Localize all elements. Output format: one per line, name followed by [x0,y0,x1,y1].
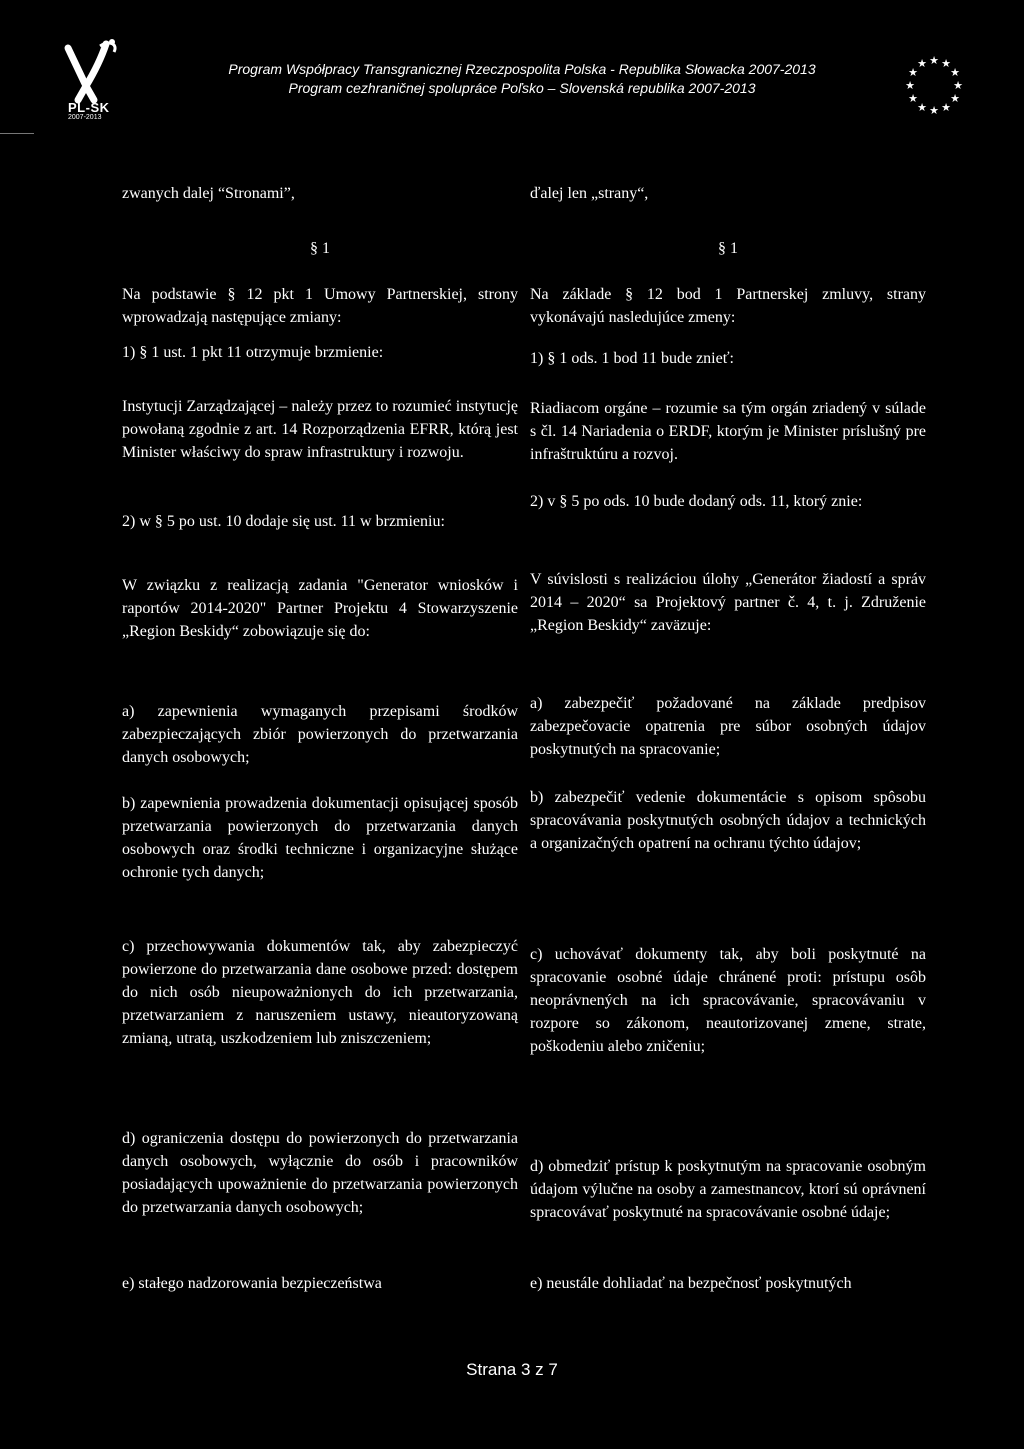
page-number: Strana 3 z 7 [466,1360,558,1379]
svg-text:★: ★ [953,79,963,92]
svg-text:★: ★ [941,57,951,70]
eu-stars-icon [902,54,966,118]
svg-text:★: ★ [905,79,915,92]
svg-text:★: ★ [941,101,951,114]
sk-basis-paragraph: Na základe § 12 bod 1 Partnerskej zmluvy, strany vykonávajú nasledujúce zmeny: [530,286,926,326]
svg-text:★: ★ [917,101,927,114]
sk-point-c: c) uchovávať dokumenty tak, aby boli poskytnuté na spracovanie osobné údaje chránené proti: prístupu osôb neoprávnených na ich spracovávanie, spracovávaniu v rozpore so zákonom, neautorizovanej zmene, strate, poškodeniu alebo zničeniu; [530,946,926,1055]
program-title-pl: Program Współpracy Transgranicznej Rzeczpospolita Polska - Republika Słowacka 2007-2013 [228,61,816,77]
sk-obligation-intro: V súvislosti s realizáciou úlohy „Generátor žiadostí a správ 2014 – 2020“ sa Projektový partner č. 4, t. j. Združenie „Region Beskidy“ zaväzuje: [530,571,926,634]
svg-text:★: ★ [917,57,927,70]
pl-section-heading: § 1 [310,240,330,257]
svg-text:★: ★ [908,66,918,79]
svg-text:★: ★ [929,54,939,67]
sk-point-b: b) zabezpečiť vedenie dokumentácie s opisom spôsobu spracovávania poskytnutých osobných údajov a technických a organizačných opatrení na ochranu týchto údajov; [530,789,926,852]
pl-point-b: b) zapewnienia prowadzenia dokumentacji opisującej sposób przetwarzania powierzonych do przetwarzania danych osobowych oraz środki techniczne i organizacyjne służące ochronie tych danych; [122,795,518,881]
sk-definition-paragraph: Riadiacom orgáne – rozumie sa tým orgán zriadený v súlade s čl. 14 Nariadenia o ERDF, ktorým je Minister príslušný pre infraštruktúru a rozvoj. [530,400,926,463]
pl-item-2: 2) w § 5 po ust. 10 dodaje się ust. 11 w brzmieniu: [122,513,445,530]
pl-point-e: e) stałego nadzorowania bezpieczeństwa [122,1275,382,1292]
program-title [0,60,1024,98]
sk-item-1: 1) § 1 ods. 1 bod 11 bude znieť: [530,350,734,367]
svg-text:★: ★ [950,66,960,79]
sk-point-d: d) obmedziť prístup k poskytnutým na spracovanie osobným údajom výlučne na osoby a zamestnancov, ktorí sú oprávnení spracovávať poskytnuté na spracovávanie osobné údaje; [530,1158,926,1221]
sk-point-a: a) zabezpečiť požadované na základe predpisov zabezpečovacie opatrenia pre súbor osobných údajov poskytnutých na spracovanie; [530,695,926,758]
page-header [0,0,1024,140]
header-divider [0,133,34,134]
sk-section-heading: § 1 [718,240,738,257]
pl-parties-text: zwanych dalej “Stronami”, [122,185,295,202]
program-title-sk: Program cezhraničnej spolupráce Poľsko – Slovenská republika 2007-2013 [288,80,756,96]
pl-obligation-intro: W związku z realizacją zadania "Generator wniosków i raportów 2014-2020" Partner Projektu 4 Stowarzyszenie „Region Beskidy“ zobowiązuje się do: [122,577,518,640]
pl-definition-paragraph: Instytucji Zarządzającej – należy przez to rozumieć instytucję powołaną zgodnie z art. 14 Rozporządzenia EFRR, którą jest Minister właściwy do spraw infrastruktury i rozwoju. [122,398,518,461]
pl-point-d: d) ograniczenia dostępu do powierzonych do przetwarzania danych osobowych, wyłącznie do osób i pracowników posiadających upoważnienie do przetwarzania powierzonych do przetwarzania danych osobowych; [122,1130,518,1216]
sk-parties-text: ďalej len „strany“, [530,185,649,202]
svg-text:★: ★ [929,104,939,117]
pl-basis-paragraph: Na podstawie § 12 pkt 1 Umowy Partnerskiej, strony wprowadzają następujące zmiany: [122,286,518,326]
svg-text:★: ★ [950,92,960,105]
sk-item-2: 2) v § 5 po ods. 10 bude dodaný ods. 11, ktorý znie: [530,493,863,510]
pl-point-c: c) przechowywania dokumentów tak, aby zabezpieczyć powierzone do przetwarzania dane osobowe przed: dostępem do nich osób nieupoważnionych do ich przetwarzania, przetwarzaniem z naruszeniem ustawy, nieautoryzowaną zmianą, utratą, uszkodzeniem lub zniszczeniem; [122,938,518,1047]
pl-item-1: 1) § 1 ust. 1 pkt 11 otrzymuje brzmienie: [122,344,384,361]
logo-text: PL-SK [68,100,110,115]
pl-point-a: a) zapewnienia wymaganych przepisami środków zabezpieczających zbiór powierzonych do przetwarzania danych osobowych; [122,703,518,766]
sk-point-e: e) neustále dohliadať na bezpečnosť poskytnutých [530,1275,852,1292]
svg-text:★: ★ [908,92,918,105]
logo-year: 2007-2013 [68,114,102,121]
